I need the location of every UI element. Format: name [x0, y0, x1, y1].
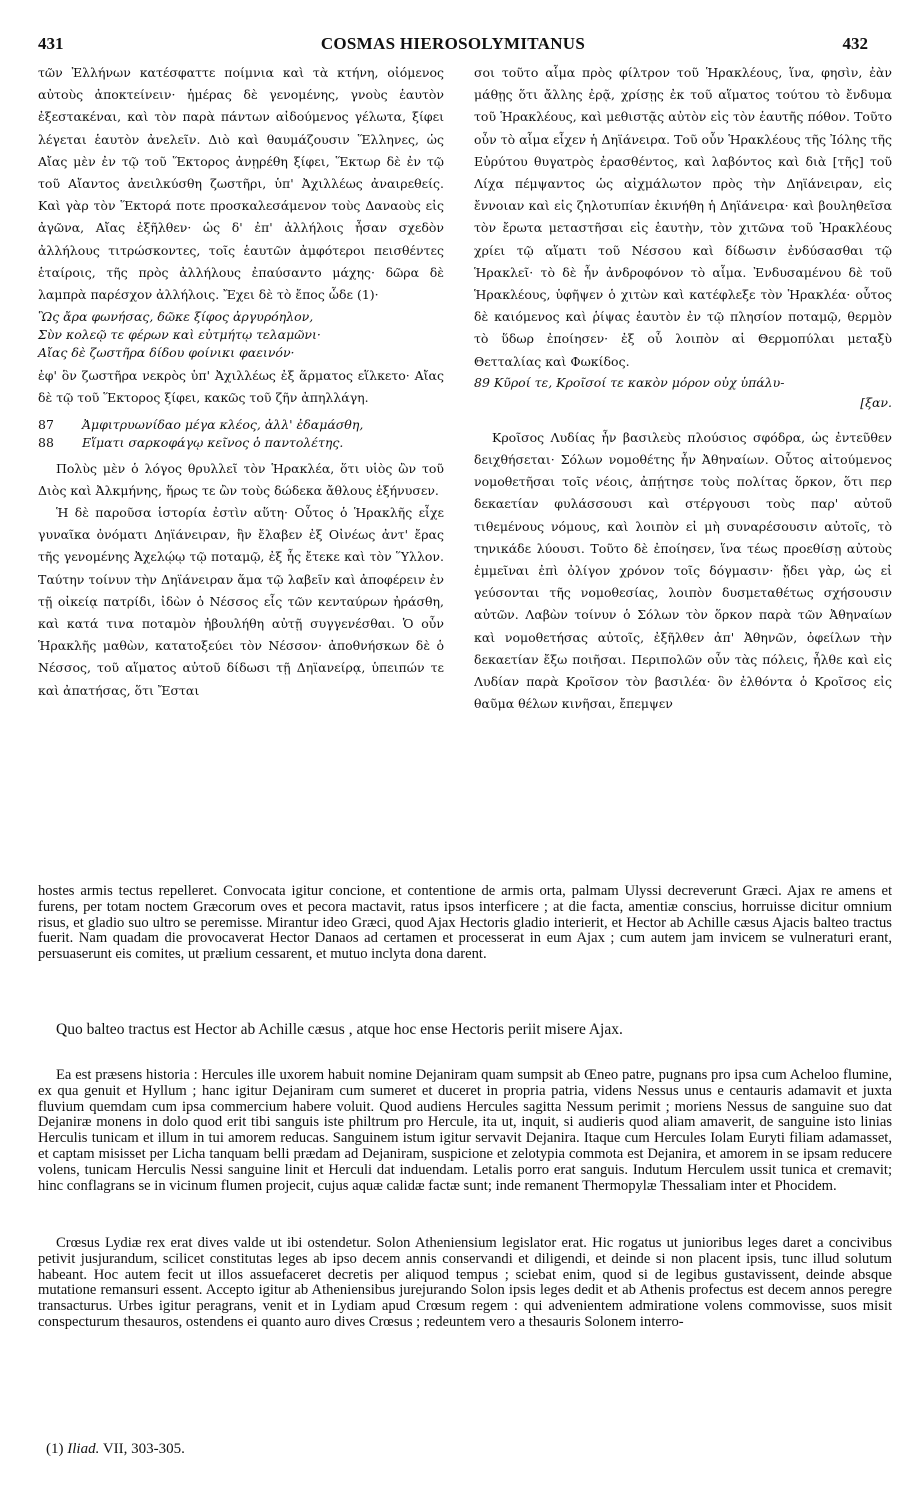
latin-paragraph: Ea est præsens historia : Hercules ille uxorem habuit nomine Dejaniram quam sumpsit ab Œneo patre, pugnans pro ipsa cum Acheloo flumine, ex qua genuit et Hyllum ; hanc igitur Dejaniram cum sumeret et duceret in propria patria, videns Nessus unus e centauris adamavit et juxta fluvium quemdam cum ipsa commercium habere voluit. Quod audiens Hercules sagitta Nessum perimit ; moriens Nessus de sanguine suo dat Dejaniræ monens in dolo quod erit tibi sanguis iste philtrum pro Hercule, ita ut, inquit, si audieris quod aliam amaverit, de sanguine isto linias Herculis tunicam et illum in tui amorem reducas. Sanguinem istum igitur servavit Dejanira. Itaque cum Hercules Iolam Euryti filiam adamasset, et captam misisset per Licha tanquam belli prædam ad Dejaniram, suspicione et zelotypia commota est Dejanira, et amorem in se ipsam reducere volens, tunicam Herculis Nessi sanguine linit et Herculi dat induendam. Letalis porro erat sanguis. Indutum Herculem ussit tunica et cremavit; hinc conflagrans se in vicinum flumen projecit, cujus aquæ calidæ factæ sunt; inde remanent Thermopylæ Thessaliam inter et Phocidem. — [38, 1067, 892, 1194]
footnote-source: Iliad. — [67, 1441, 100, 1457]
greek-paragraph: τῶν Ἑλλήνων κατέσφαττε ποίμνια καὶ τὰ κτήνη, οἰόμενος αὐτοὺς ἀποκτείνειν· ἡμέρας δὲ γενομένης, γνοὺς ἑαυτὸν ἐξεστακέναι, καὶ τὸν παρὰ πάντων αἰδούμενος γέλωτα, ξίφει λέγεται ἑαυτὸν ἀνελεῖν. Διὸ καὶ θαυμάζουσιν Ἕλληνες, ὡς Αἴας μὲν ἐν τῷ τοῦ Ἕκτορος ἀνῃρέθη ξίφει, Ἕκτωρ δὲ ἐν τῷ τοῦ Αἴαντος ἀνειλκύσθη ζωστῆρι, ὑπ' Ἀχιλλέως ἀναιρεθείς. Καὶ γὰρ τὸν Ἕκτορά ποτε προσκαλεσάμενον τοὺς Δαναοὺς εἰς ἀγῶνα, Αἴας ἐξῆλθεν· ὡς δ' ἐπ' ἀλλήλοις ἦσαν σχεδὸν ἀλλήλους τιτρώσκοντες, τοῖς ἑαυτῶν ἀμφότεροι πεισθέντες ἑταίροις, τῆς πρὸς ἀλλήλους ἐπαύσαντο μάχης· δῶρα δὲ λαμπρὰ παρέσχον ἀλλήλοις. Ἔχει δὲ τὸ ἔπος ὧδε (1)· — [38, 65, 444, 303]
lemma-text: Ἀμφιτρυωνίδαο μέγα κλέος, ἀλλ' ἐδαμάσθη, — [82, 416, 364, 432]
footnote-reference: VII, 303-305. — [102, 1441, 185, 1457]
verse-number: 88 — [38, 434, 54, 450]
verse-line: Ὣς ἄρα φωνήσας, δῶκε ξίφος ἀργυρόηλον, — [38, 309, 314, 325]
lemma-line — [38, 434, 444, 452]
lemma-verse — [474, 373, 892, 413]
greek-column-right — [474, 62, 892, 715]
greek-paragraph: Ἡ δὲ παροῦσα ἱστορία ἐστὶν αὕτη· Οὗτος ὁ Ἡρακλῆς εἶχε γυναῖκα ὀνόματι Δηϊάνειραν, ἣν ἔλαβεν ἐξ Οἰνέως ἀντ' ἔρας τῆς γενομένης Ἀχελῴῳ τῷ ποταμῷ, ἐξ ἧς ἔτεκε καὶ τὸν Ὕλλον. Ταύτην τοίνυν τὴν Δηϊάνειραν ἅμα τῷ λαβεῖν καὶ ἀποφέρειν ἐν τῇ οἰκείᾳ πατρίδι, ἰδὼν ὁ Νέσσος εἷς τῶν κενταύρων ἠράσθη, καὶ κατά τινα ποταμὸν ἠβουλήθη αὐτῇ συγγενέσθαι. Ὁ οὖν Ἡρακλῆς μαθὼν, κατατοξεύει τὸν Νέσσον· ἀποθνήσκων δὲ ὁ Νέσσος, τοῦ αἵματος αὐτοῦ δίδωσι τῇ Δηϊανείρᾳ, ὑπειπών τε καὶ ἀπατήσας, ὅτι Ἔσται — [38, 505, 444, 698]
latin-paragraph: Crœsus Lydiæ rex erat dives valde ut ibi ostendetur. Solon Atheniensium legislator erat. Hic rogatus ut junioribus leges daret a concivibus petivit jusjurandum, scilicet constitutas leges ab ipso decem annis conservandi et diligendi, et deinde si non placent ipsis, tunc illud solutum habeant. Hoc autem fecit ut illos assuefaceret decretis per aliquod tempus ; sciebat enim, quod si de legibus gustavissent, deinde absque mutatione remansuri essent. Accepto igitur ab Atheniensibus jurejurando Solon ipsis leges dedit et ab Athenis profectus est decem annos peregre transacturus. Urbes igitur peragrans, venit et in Lydiam apud Crœsum regem : qui advenientem admiratione volens commovisse, suos misit conspecturum thesauros, ostendens ei quanto auro dives Crœsus ; redeuntem vero a thesauris Solonem interro- — [38, 1235, 892, 1330]
running-header — [38, 34, 868, 58]
greek-column-left — [38, 62, 444, 702]
latin-verse-line: Quo balteo tractus est Hector ab Achille cæsus , atque hoc ense Hectoris periit misere Ajax. — [56, 1021, 623, 1038]
lemma-text: Κῦροί τε, Κροῖσοί τε κακὸν μόρον οὐχ ὑπάλυ- — [493, 374, 785, 390]
greek-paragraph: Κροῖσος Λυδίας ἦν βασιλεὺς πλούσιος σφόδρα, ὡς ἐντεῦθεν δειχθήσεται· Σόλων νομοθέτης ἦν Ἀθηναίων. Οὗτος αἰτούμενος νομοθετῆσαι τοῖς νέοις, ἀπῄτησε τοὺς πολίτας ὅρκον, ὅτι περ δεκαετίαν φυλάσσουσι καὶ στέργουσι τοὺς παρ' αὐτοῦ τιθεμένους νόμους, καὶ λοιπὸν εἰ μὴ συναρέσουσιν αὐτοῖς, τὸ τηνικάδε λύουσι. Τοῦτο δὲ ἐποίησεν, ἵνα τέως προεθίσῃ αὐτοὺς ἐμμεῖναι ἐπὶ ὀλίγον χρόνον τοῖς δόγμασιν· ᾔδει γὰρ, ὡς εἰ γεύσονται τῆς νομοθεσίας, λοιπὸν δυσμεταθέτως σχήσουσιν αὐτῶν. Λαβὼν τοίνυν ὁ Σόλων τὸν ὅρκον παρὰ τῶν Ἀθηναίων καὶ νομοθετήσας αὐτοῖς, ἐξῆλθεν ἀπ' Ἀθηνῶν, ὀφείλων τὴν δεκαετίαν ἔξω ποιῆσαι. Περιπολῶν οὖν τὰς πόλεις, ἦλθε καὶ εἰς Λυδίαν παρὰ Κροῖσον τὸν βασιλέα· ὃν ἐλθόντα ὁ Κροῖσος εἰς θαῦμα θέλων κινῆσαι, ἔπεμψεν — [474, 429, 892, 712]
latin-translation-block — [38, 1068, 892, 1194]
verse-number: 89 — [474, 374, 490, 390]
page-number-right: 432 — [842, 34, 868, 53]
footnote — [46, 1441, 185, 1458]
lemma-continuation: [ξαν. — [860, 394, 892, 410]
latin-paragraph: hostes armis tectus repelleret. Convocata igitur concione, et contentione de armis orta, palmam Ulyssi decreverunt Græci. Ajax re amens et furens, per totam noctem Græcorum oves et pecora mactavit, ratus ipsos interficere ; at die facta, amentiæ conscius, horruisse dicitur omnium risus, et gladio suo ultro se peremisse. Mirantur ideo Græci, quod Ajax Hectoris gladio interierit, et Hector ab Achille cæsus Ajacis balteo tractus fuerit. Nam quadam die provocaverat Hector Danaos ad certamen et processerat in eum Ajax ; cum autem jam invicem se vulneraturi erant, persuaserunt eis comites, ut prælium cessarent, et mutuo inclyta dona darent. — [38, 883, 892, 963]
greek-paragraph: Πολὺς μὲν ὁ λόγος θρυλλεῖ τὸν Ἡρακλέα, ὅτι υἱὸς ὢν τοῦ Διὸς καὶ Ἀλκμήνης, ἥρως τε ὢν τοὺς δώδεκα ἄθλους ἐξήνυσεν. — [38, 460, 444, 498]
lemma-verses — [38, 416, 444, 452]
lemma-line — [38, 416, 444, 434]
latin-translation-block — [38, 1236, 892, 1331]
greek-paragraph: σοι τοῦτο αἷμα πρὸς φίλτρον τοῦ Ἡρακλέους, ἵνα, φησὶν, ἐὰν μάθῃς ὅτι ἄλλης ἐρᾷ, χρίσῃς ἐκ τοῦ αἵματος τούτου τὸ ἔνδυμα τοῦ Ἡρακλέους, καὶ μεθιστᾷς αὐτὸν εἰς τὸν ἑαυτῆς πόθον. Τοῦτο οὖν τὸ αἷμα εἶχεν ἡ Δηϊάνειρα. Τοῦ οὖν Ἡρακλέους τῆς Ἰόλης τῆς Εὐρύτου θυγατρὸς ἐρασθέντος, καὶ λαβόντος καὶ διὰ [τῆς] τοῦ Λίχα πέμψαντος ὡς αἰχμάλωτον πρὸς τὴν Δηϊάνειραν, εἰς ἔννοιαν καὶ εἰς ζηλοτυπίαν ἐκινήθη ἡ Δηϊάνειρα· καὶ βουληθεῖσα τὸν ἔρωτα μεταστῆσαι εἰς ἑαυτὴν, τὸν χιτῶνα τοῦ Ἡρακλέους χρίει τῷ αἵματι τοῦ Νέσσου καὶ δίδωσιν ἐνδύσασθαι τῷ Ἡρακλεῖ· τὸ δὲ ἦν ἀνδροφόνον τὸ αἷμα. Ἐνδυσαμένου δὲ τοῦ Ἡρακλέους, ὑφῆψεν ὁ χιτὼν καὶ κατέφλεξε τὸν Ἡρακλέα· οὗτος δὲ καιόμενος καὶ ῥίψας ἑαυτὸν ἐν τῷ πλησίον ποταμῷ, θερμὸν τὸ ὕδωρ ἐποίησεν· ἐξ οὗ λοιπὸν αἱ Θερμοπύλαι μεταξὺ Θετταλίας καὶ Φωκίδος. — [474, 65, 892, 369]
footnote-mark: (1) — [46, 1441, 64, 1457]
verse-line: Αἴας δὲ ζωστῆρα δίδου φοίνικι φαεινόν· — [38, 345, 295, 361]
homeric-verse-quote — [38, 308, 444, 362]
latin-translation-block — [38, 884, 892, 963]
verse-line: Σὺν κολεῷ τε φέρων καὶ εὐτμήτῳ τελαμῶνι· — [38, 327, 321, 343]
lemma-text: Εἵματι σαρκοφάγῳ κεῖνος ὁ παντολέτης. — [82, 434, 344, 450]
verse-number: 87 — [38, 416, 54, 432]
greek-paragraph: ἐφ' ὃν ζωστῆρα νεκρὸς ὑπ' Ἀχιλλέως ἐξ ἅρματος εἵλκετο· Αἴας δὲ τῷ τοῦ Ἕκτορος ξίφει, κακῶς τοῦ ζῆν ἀπηλλάγη. — [38, 368, 444, 406]
page-number-left: 431 — [38, 34, 64, 53]
running-title: COSMAS HIEROSOLYMITANUS — [320, 34, 586, 53]
